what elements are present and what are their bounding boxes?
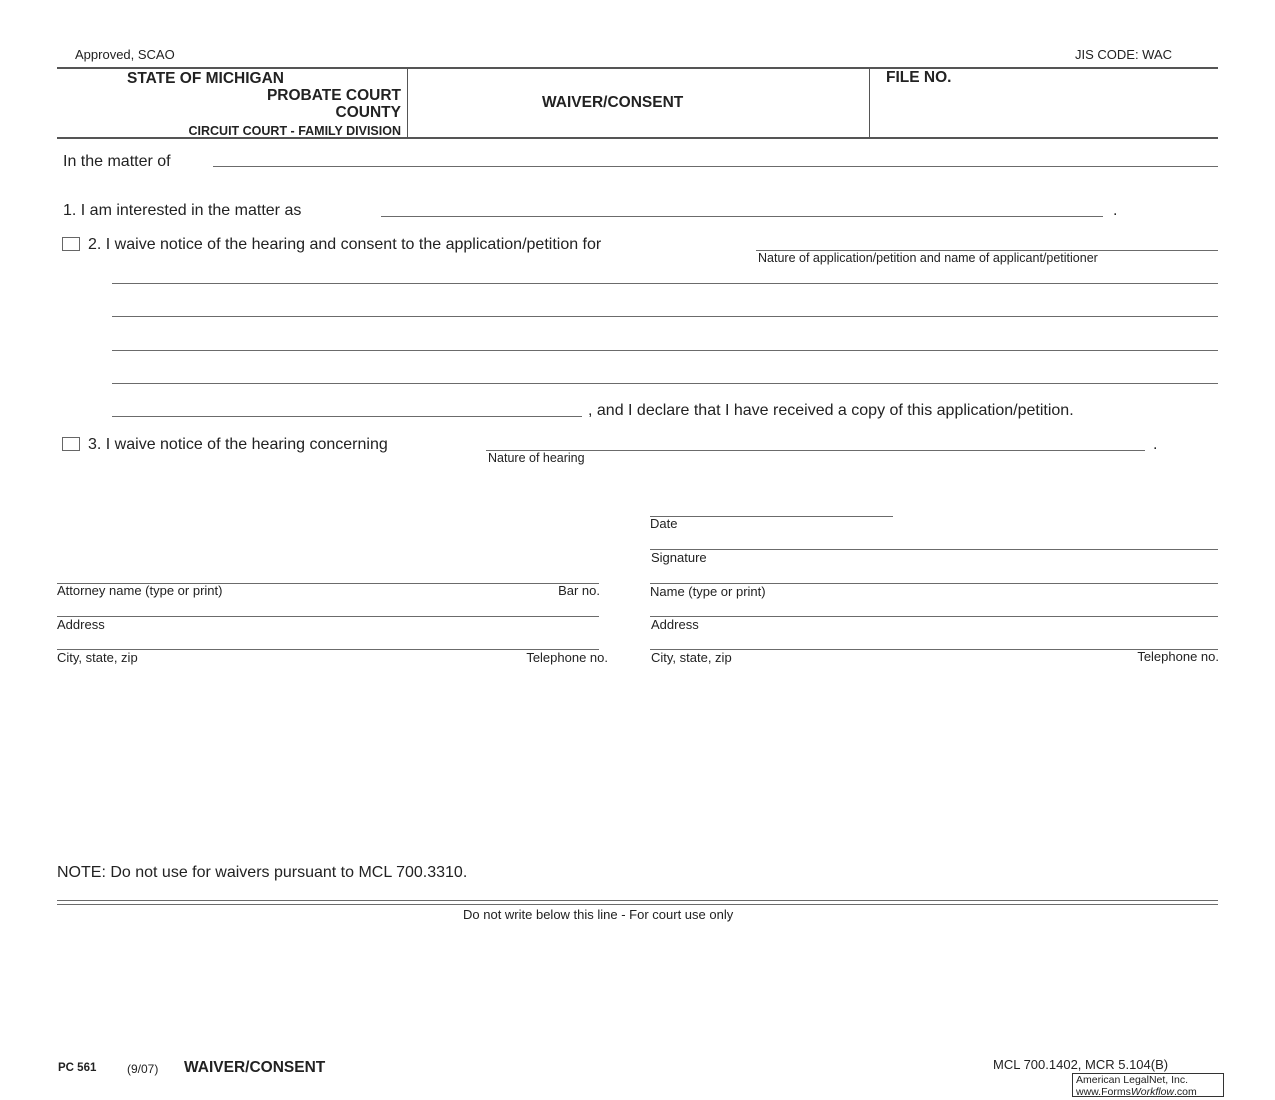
- form-title: WAIVER/CONSENT: [542, 94, 684, 111]
- court-circuit: CIRCUIT COURT - FAMILY DIVISION: [188, 124, 401, 138]
- file-no-label: FILE NO.: [886, 69, 952, 86]
- item1-input[interactable]: [381, 198, 1103, 217]
- name-input[interactable]: [650, 565, 1218, 584]
- date-label: Date: [650, 516, 678, 531]
- court-use-rule-2: [57, 904, 1218, 905]
- item1-period: .: [1113, 202, 1118, 219]
- approved-label: Approved, SCAO: [75, 47, 175, 62]
- item2-input-line4[interactable]: [112, 332, 1218, 351]
- address-input[interactable]: [650, 598, 1218, 617]
- footer-form-title: WAIVER/CONSENT: [184, 1059, 326, 1076]
- item3-input[interactable]: [486, 432, 1145, 451]
- header-top-rule: [57, 67, 1218, 69]
- item3-period: .: [1153, 436, 1158, 453]
- court-use-label: Do not write below this line - For court use only: [463, 907, 734, 922]
- name-label: Name (type or print): [650, 584, 766, 599]
- header-divider-left: [407, 68, 408, 138]
- item3-label: 3. I waive notice of the hearing concerning: [88, 436, 388, 453]
- telephone-label: Telephone no.: [1137, 649, 1219, 664]
- item2-input-line2[interactable]: [112, 265, 1218, 284]
- item3-checkbox[interactable]: [62, 437, 80, 451]
- court-state: STATE OF MICHIGAN: [127, 70, 284, 87]
- item2-label: 2. I waive notice of the hearing and consent to the application/petition for: [88, 236, 602, 253]
- item2-input-line1[interactable]: [756, 232, 1218, 251]
- court-probate: PROBATE COURT: [266, 87, 401, 104]
- attorney-address-label: Address: [57, 617, 105, 632]
- item1-label: 1. I am interested in the matter as: [63, 202, 302, 219]
- item2-caption: Nature of application/petition and name of applicant/petitioner: [758, 251, 1098, 265]
- file-no-input[interactable]: [886, 95, 1206, 113]
- court-use-rule-1: [57, 900, 1218, 901]
- in-matter-label: In the matter of: [63, 153, 171, 170]
- item2-input-line3[interactable]: [112, 298, 1218, 317]
- item2-input-line6[interactable]: [112, 398, 582, 417]
- city-label: City, state, zip: [651, 650, 732, 665]
- note: NOTE: Do not use for waivers pursuant to MCL 700.3310.: [57, 864, 468, 881]
- item3-caption: Nature of hearing: [488, 451, 585, 465]
- item2-input-line5[interactable]: [112, 365, 1218, 384]
- vendor-name: American LegalNet, Inc.: [1076, 1074, 1189, 1086]
- attorney-city-label: City, state, zip: [57, 650, 138, 665]
- attorney-name-label: Attorney name (type or print): [57, 583, 223, 598]
- statute-citation: MCL 700.1402, MCR 5.104(B): [993, 1057, 1169, 1072]
- in-matter-input[interactable]: [213, 148, 1218, 167]
- jis-code: JIS CODE: WAC: [1075, 47, 1173, 62]
- vendor-box: [1072, 1073, 1224, 1097]
- signature-label: Signature: [651, 550, 707, 565]
- court-county: COUNTY: [335, 104, 401, 121]
- attorney-telephone-label: Telephone no.: [526, 650, 608, 665]
- city-input[interactable]: [650, 631, 1218, 650]
- form-date: (9/07): [127, 1062, 159, 1076]
- attorney-city-input[interactable]: [57, 631, 599, 650]
- form-id: PC 561: [58, 1062, 97, 1074]
- attorney-bar-label: Bar no.: [558, 583, 600, 598]
- address-label: Address: [651, 617, 699, 632]
- date-input[interactable]: [650, 498, 893, 517]
- signature-input[interactable]: [650, 531, 1218, 550]
- attorney-address-input[interactable]: [57, 598, 599, 617]
- vendor-url[interactable]: www.FormsWorkflow.com: [1076, 1085, 1197, 1098]
- attorney-name-input[interactable]: [57, 565, 599, 584]
- header-divider-right: [869, 68, 870, 138]
- item2-checkbox[interactable]: [62, 237, 80, 251]
- item2-declare: , and I declare that I have received a copy of this application/petition.: [588, 402, 1074, 419]
